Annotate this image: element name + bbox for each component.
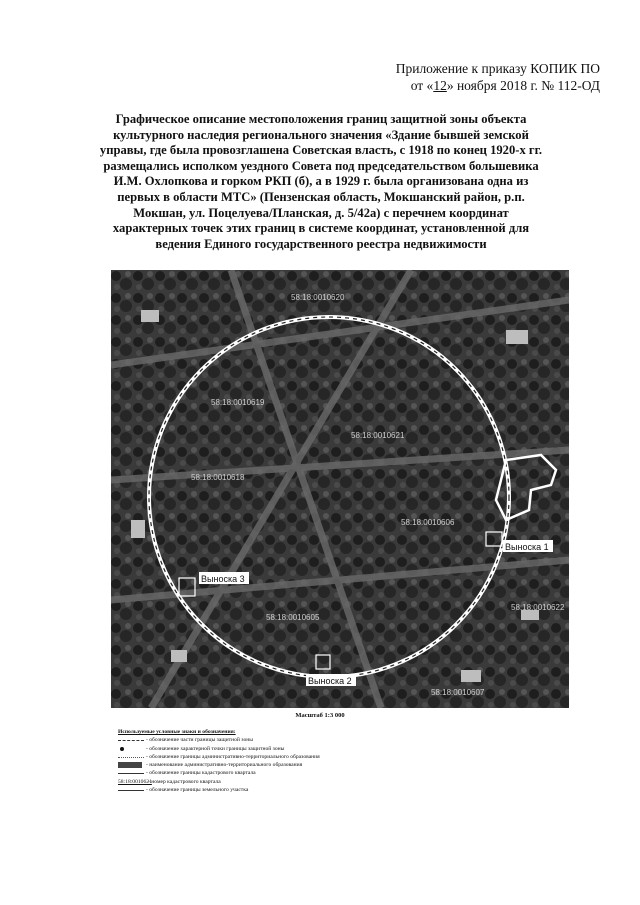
cadastral-label: 58:18:0010607 <box>431 688 485 697</box>
legend-cadastral-number: 58:18:0010621 <box>118 778 152 785</box>
appendix-date-suffix: » ноября 2018 г. № 112-ОД <box>446 78 600 93</box>
appendix-header <box>300 60 600 94</box>
cadastral-label: 58:18:0010619 <box>211 398 265 407</box>
legend-text: - обозначение части границы защитной зоны <box>146 737 253 744</box>
title-line: ведения Единого государственного реестра недвижимости <box>155 236 487 251</box>
legend-symbol-solid <box>118 787 144 794</box>
legend-item <box>118 736 448 744</box>
legend-item <box>118 786 448 794</box>
legend-symbol-box <box>118 762 144 769</box>
cadastral-label: 58:18:0010621 <box>351 431 405 440</box>
appendix-line-1: Приложение к приказу КОПИК ПО <box>395 61 600 76</box>
cadastral-label: 58:18:0010606 <box>401 518 455 527</box>
legend-item <box>118 769 448 777</box>
satellite-map <box>111 270 569 708</box>
appendix-line-2 <box>300 77 600 94</box>
legend-text: - обозначение границы земельного участка <box>146 787 249 794</box>
title-line: Графическое описание местоположения границ защитной зоны объекта <box>115 112 527 126</box>
callout-label-3: Выноска 3 <box>201 574 245 584</box>
legend-item <box>118 778 448 786</box>
legend-text: - номер кадастрового квартала <box>148 778 221 785</box>
legend-symbol-solid <box>118 770 144 777</box>
cadastral-label: 58:18:0010622 <box>511 603 565 612</box>
legend-text: - наименование административно-территориального образования <box>146 762 303 769</box>
legend-item <box>118 745 448 753</box>
title-line: характерных точек этих границ в системе координат, установленной для <box>112 221 530 236</box>
cadastral-label: 58:18:0010605 <box>266 613 320 622</box>
title-line: управы, где была провозглашена Советская власть, с 1918 по конец 1920-х гг. <box>99 143 543 158</box>
legend-text: - обозначение границы кадастрового квартала <box>146 770 256 777</box>
callout-label-1: Выноска 1 <box>505 542 549 552</box>
legend-item <box>118 753 448 761</box>
legend-text: - обозначение характерной точки границы защитной зоны <box>146 745 285 752</box>
map-svg <box>111 270 569 708</box>
callout-label-2: Выноска 2 <box>308 676 352 686</box>
cadastral-label: 58:18:0010620 <box>291 293 345 302</box>
legend <box>118 728 448 794</box>
legend-text: - обозначение границы административно-территориального образования <box>146 753 320 760</box>
title-line: И.М. Охлопкова и горком РКП (б), а в 1929 г. была организована одна из <box>113 174 529 189</box>
title-line: размещались исполком уездного Совета под председательством большевика <box>103 158 539 173</box>
legend-symbol-dot <box>118 745 144 752</box>
title-line: Мокшан, ул. Поцелуева/Планская, д. 5/42а) с перечнем координат <box>133 205 509 220</box>
appendix-date-prefix: от « <box>410 78 434 93</box>
legend-symbol-dotline <box>118 754 144 761</box>
title-line: первых в области МТС» (Пензенская область, Мокшанский район, р.п. <box>117 189 525 204</box>
legend-item <box>118 761 448 769</box>
document-title <box>95 112 547 252</box>
legend-title: Используемые условные знаки и обозначения: <box>118 729 236 735</box>
cadastral-label: 58:18:0010618 <box>191 473 245 482</box>
map-scale: Масштаб 1:3 000 <box>295 712 345 719</box>
title-line: культурного наследия регионального значения «Здание бывшей земской <box>113 127 529 142</box>
appendix-date-day: 12 <box>433 78 447 93</box>
legend-symbol-dash <box>118 737 144 744</box>
